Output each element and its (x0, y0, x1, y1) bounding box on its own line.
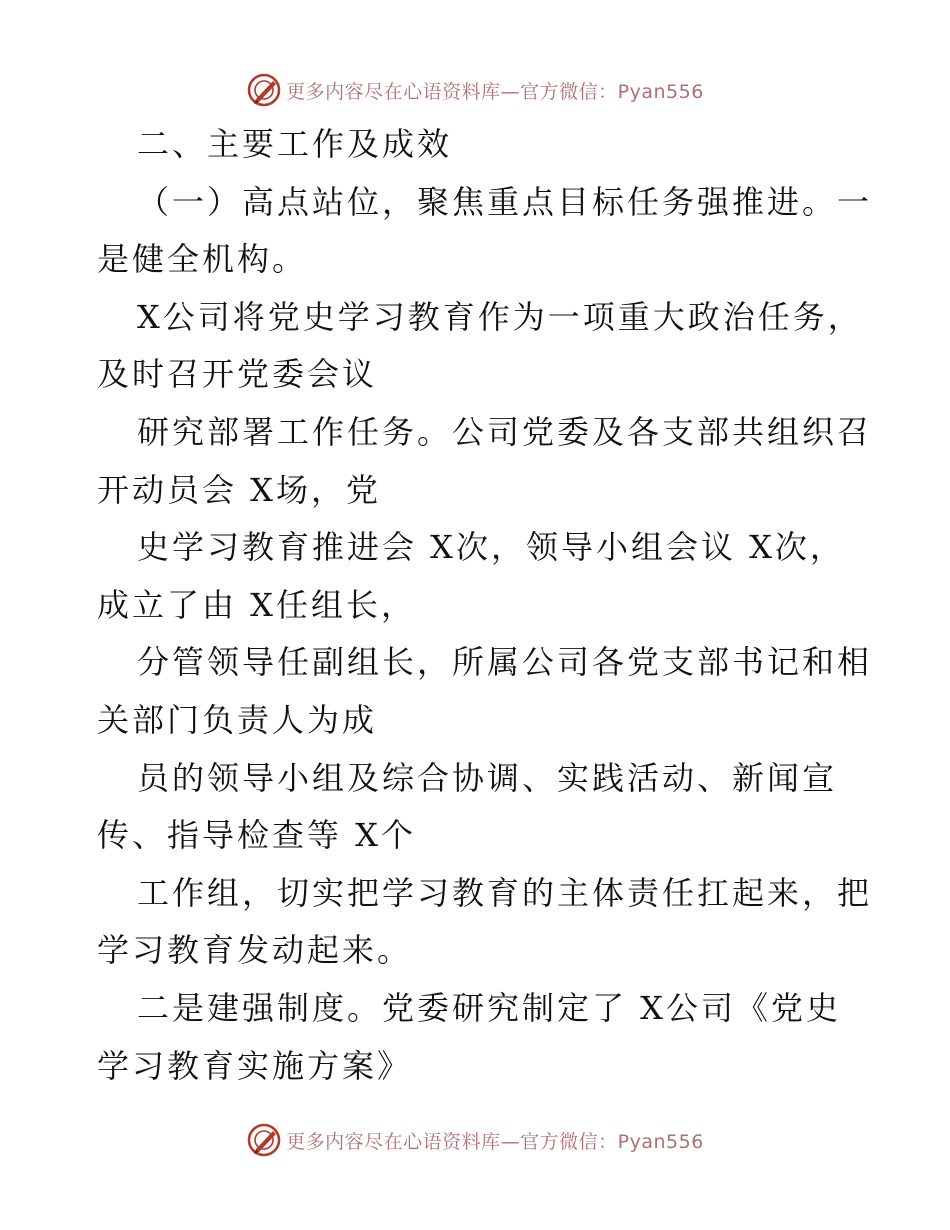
paragraph-line: 成立了由 X任组长， (97, 585, 416, 624)
footer-watermark-text: 更多内容尽在心语资料库—官方微信：Pyan556 (286, 1130, 704, 1153)
paragraph-line: 研究部署工作任务。公司党委及各支部共组织召 (137, 412, 873, 451)
document-body (97, 116, 873, 1095)
paragraph-line: （一）高点站位，聚焦重点目标任务强推进。一 (137, 182, 873, 221)
paragraph-line: 开动员会 X场，党 (97, 470, 381, 509)
paragraph-line: 史学习教育推进会 X次，领导小组会议 X次， (137, 528, 845, 567)
header-watermark-text: 更多内容尽在心语资料库—官方微信：Pyan556 (286, 80, 704, 103)
paragraph-line: 工作组，切实把学习教育的主体责任扛起来，把 (137, 873, 873, 912)
footer-watermark-banner (0, 1120, 950, 1160)
paragraph-line: 是健全机构。 (97, 240, 308, 279)
pen-circle-logo-icon (246, 72, 282, 108)
paragraph-line: 学习教育实施方案》 (97, 1046, 413, 1085)
header-watermark-banner (0, 70, 950, 110)
paragraph-line: 员的领导小组及综合协调、实践活动、新闻宣 (137, 758, 838, 797)
paragraph-line: 二是建强制度。党委研究制定了 X公司《党史 (137, 988, 841, 1027)
paragraph-line: X公司将党史学习教育作为一项重大政治任务， (137, 297, 863, 336)
paragraph-line: 学习教育发动起来。 (97, 931, 413, 970)
paragraph-line: 关部门负责人为成 (97, 700, 378, 739)
paragraph-line: 分管领导任副组长，所属公司各党支部书记和相 (137, 643, 873, 682)
paragraph-line: 传、指导检查等 X个 (97, 816, 416, 855)
pen-circle-logo-icon (246, 1122, 282, 1158)
paragraph-line: 及时召开党委会议 (97, 355, 378, 394)
section-heading: 二、主要工作及成效 (137, 125, 453, 163)
